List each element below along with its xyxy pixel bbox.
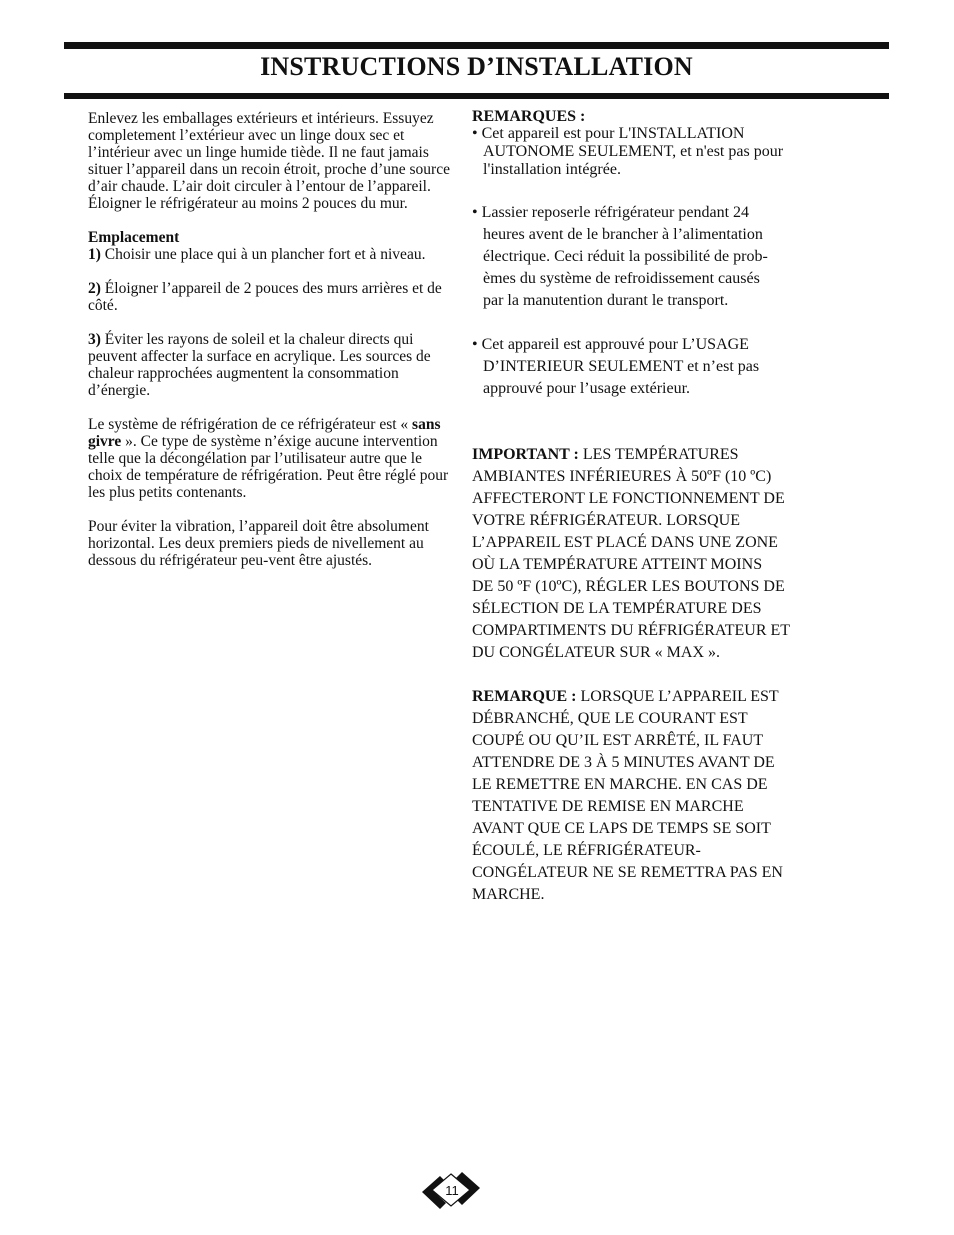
remarque-notice xyxy=(472,686,852,906)
remarque-label: REMARQUE : xyxy=(472,688,577,705)
step-number: 3) xyxy=(88,331,101,348)
page-number: 11 xyxy=(445,1183,459,1198)
bullet-item xyxy=(472,125,852,179)
important-label: IMPORTANT : xyxy=(472,446,579,463)
important-line: L’APPAREIL EST PLACÉ DANS UNE ZONE xyxy=(472,534,778,551)
important-line: COMPARTIMENTS DU RÉFRIGÉRATEUR ET xyxy=(472,622,791,639)
important-line: AFFECTERONT LE FONCTIONNEMENT DE xyxy=(472,490,785,507)
step-number: 2) xyxy=(88,280,101,297)
bullet-item xyxy=(472,334,852,400)
bullet-line: approuvé pour l’usage extérieur. xyxy=(483,380,691,397)
remarque-line: AVANT QUE CE LAPS DE TEMPS SE SOIT xyxy=(472,820,771,837)
bullet-line: par la manutention durant le transport. xyxy=(483,292,729,309)
bullet-line: AUTONOME SEULEMENT, et n'est pas pour xyxy=(483,143,784,160)
important-line: LES TEMPÉRATURES xyxy=(578,446,739,463)
frost-paragraph xyxy=(88,416,456,501)
step-number: 1) xyxy=(88,246,101,263)
remarque-line: ÉCOULÉ, LE RÉFRIGÉRATEUR- xyxy=(472,842,701,859)
important-line: OÙ LA TEMPÉRATURE ATTEINT MOINS xyxy=(472,556,763,573)
remarque-line: LORSQUE L’APPAREIL EST xyxy=(576,688,779,705)
important-line: DU CONGÉLATEUR SUR « MAX ». xyxy=(472,644,721,661)
remarque-line: MARCHE. xyxy=(472,886,545,903)
page-number-badge xyxy=(420,1170,482,1210)
bullet-line: • Lassier reposerle réfrigérateur pendant 24 xyxy=(472,204,750,221)
remarque-line: CONGÉLATEUR NE SE REMETTRA PAS EN xyxy=(472,864,783,881)
remarque-line: LE REMETTRE EN MARCHE. EN CAS DE xyxy=(472,776,768,793)
bullet-line: électrique. Ceci réduit la possibilité de prob- xyxy=(483,248,768,265)
frost-text-after: ». Ce type de système n’éxige aucune intervention telle que la décongélation par l’utilisateur autre que le choix de température de réfrigération. Peut être réglé pour les plus petits contenants. xyxy=(88,433,449,501)
intro-paragraph: Enlevez les emballages extérieurs et intérieurs. Essuyez completement l’extérieur avec un linge doux sec et l’intérieur avec un linge humide tiède. Il ne faut jamais situer l’appareil dans un recoin étroit, proche d’une source d’air chaude. L’air doit circuler à l’entour de l’appareil. Éloigner le réfrigérateur au moins 2 pouces du mur. xyxy=(88,110,450,212)
remarque-line: COUPÉ OU QU’IL EST ARRÊTÉ, IL FAUT xyxy=(472,732,764,749)
step-item xyxy=(88,331,456,399)
bullet-item xyxy=(472,202,852,312)
bullet-line: èmes du système de refroidissement causés xyxy=(483,270,760,287)
right-column xyxy=(472,108,852,906)
remarque-first-line xyxy=(472,686,852,708)
step-text: Éloigner l’appareil de 2 pouces des murs arrières et de côté. xyxy=(88,280,442,314)
step-text: Éviter les rayons de soleil et la chaleur directs qui peuvent affecter la surface en acrylique. Les sources de chaleur rapprochées augmentent la consommation d’énergie. xyxy=(88,331,431,399)
vibration-paragraph: Pour éviter la vibration, l’appareil doit être absolument horizontal. Les deux premiers pieds de nivellement au dessous du réfrigérateur peu-vent être ajustés. xyxy=(88,518,429,569)
remarque-line: ATTENDRE DE 3 À 5 MINUTES AVANT DE xyxy=(472,754,775,771)
remarque-line: DÉBRANCHÉ, QUE LE COURANT EST xyxy=(472,710,748,727)
frost-text-before: Le système de réfrigération de ce réfrigérateur est « xyxy=(88,416,413,433)
header-rule-bottom xyxy=(64,93,889,99)
bullet-line: • Cet appareil est pour L'INSTALLATION xyxy=(472,125,745,142)
header-rule-top xyxy=(64,42,889,49)
important-line: AMBIANTES INFÉRIEURES À 50ºF (10 ºC) xyxy=(472,468,772,485)
emplacement-heading: Emplacement xyxy=(88,229,180,246)
left-column xyxy=(88,110,456,586)
important-line: SÉLECTION DE LA TEMPÉRATURE DES xyxy=(472,600,762,617)
important-line: DE 50 ºF (10ºC), RÉGLER LES BOUTONS DE xyxy=(472,578,785,595)
remarques-heading: REMARQUES : xyxy=(472,108,586,125)
page-title: INSTRUCTIONS D’INSTALLATION xyxy=(260,52,693,81)
step-text: Choisir une place qui à un plancher fort et à niveau. xyxy=(100,246,426,263)
important-first-line xyxy=(472,444,852,466)
bullet-line: l'installation intégrée. xyxy=(483,161,621,178)
bullet-line: heures avent de le brancher à l’alimentation xyxy=(483,226,763,243)
emplacement-block xyxy=(88,229,456,263)
important-notice xyxy=(472,444,852,664)
step-item xyxy=(88,280,456,314)
bullet-line: • Cet appareil est approuvé pour L’USAGE xyxy=(472,336,749,353)
frost-bold: sans givre xyxy=(88,416,441,450)
important-line: VOTRE RÉFRIGÉRATEUR. LORSQUE xyxy=(472,512,741,529)
bullet-line: D’INTERIEUR SEULEMENT et n’est pas xyxy=(483,358,760,375)
remarque-line: TENTATIVE DE REMISE EN MARCHE xyxy=(472,798,744,815)
